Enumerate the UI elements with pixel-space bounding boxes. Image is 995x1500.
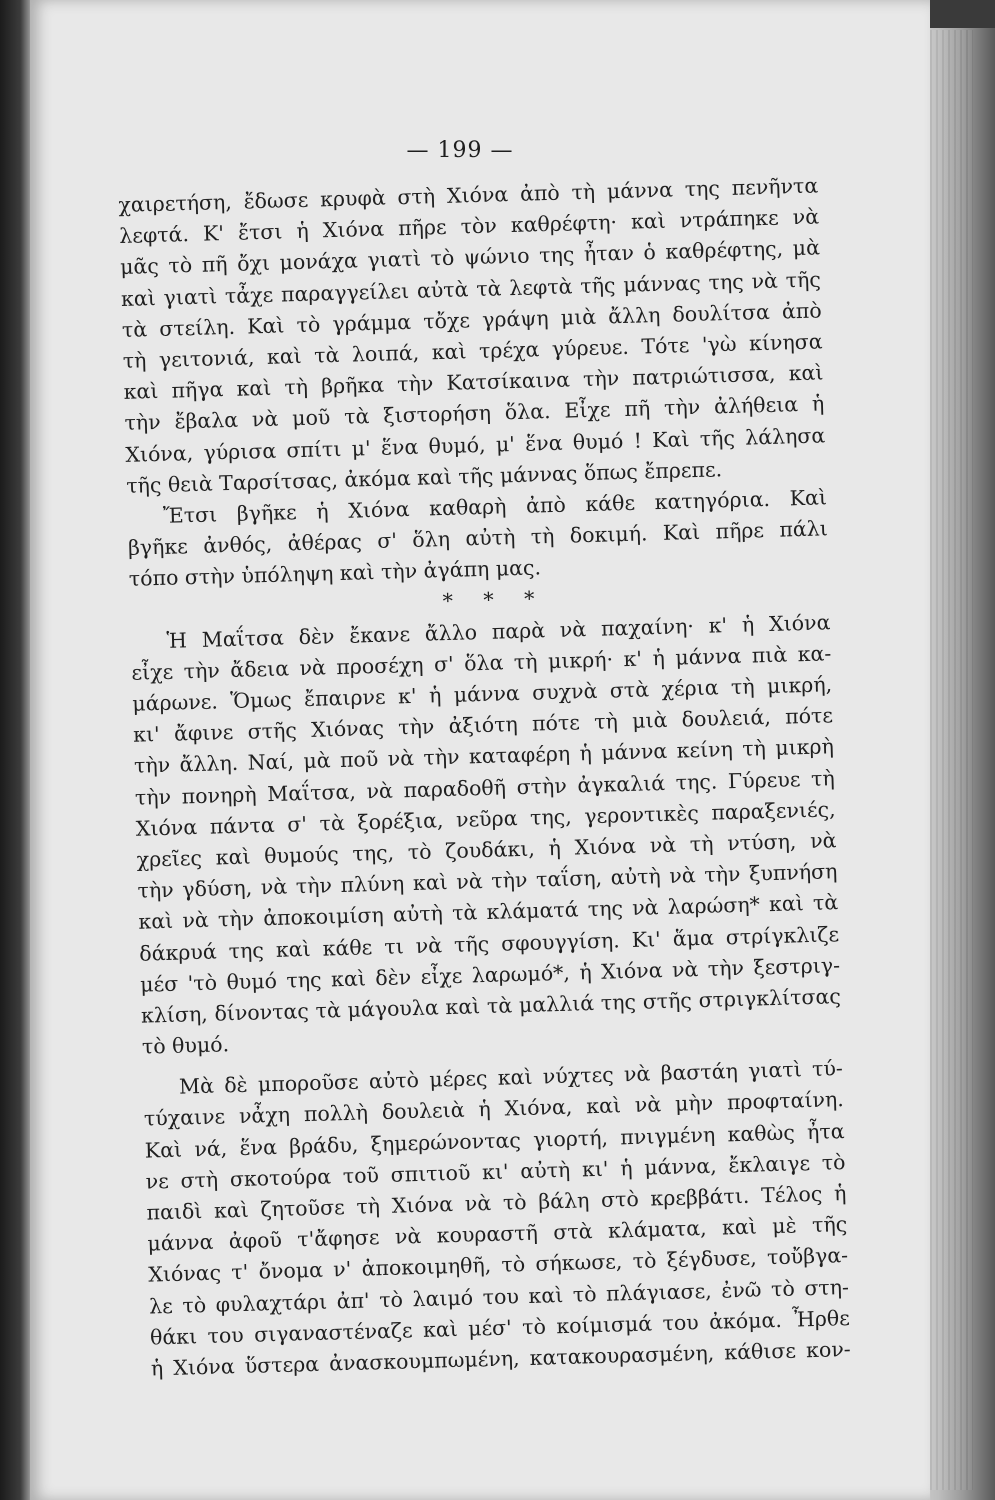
- text-line: Μὰ δὲ μποροῦσε αὐτὸ μέρες καὶ νύχτες νὰ βαστάη γιατὶ τύ-: [178, 1056, 844, 1099]
- paragraph: [143, 1053, 851, 1384]
- text-line: καὶ νὰ τὴν ἀποκοιμίση αὐτὴ τὰ κλάματά της νὰ λαρώση* καὶ τὰ: [138, 890, 839, 935]
- text-line: χρεῖες καὶ θυμούς της, τὸ ζουδάκι, ἡ Χιόνα νὰ τὴ ντύση, νὰ: [136, 828, 837, 872]
- text-line: μᾶς τὸ πῆ ὄχι μονάχα γιατὶ τὸ ψώνιο της ἦταν ὁ καθρέφτης, μὰ: [119, 235, 821, 280]
- text-line: κλίση, δίνοντας τὰ μάγουλα καὶ τὰ μαλλιά της στῆς στριγκλίτσας: [140, 984, 842, 1028]
- text-line: Χιόνα πάντα σ' τὰ ξορέξια, νεῦρα της, γεροντικὲς παραξενιές,: [135, 796, 836, 841]
- text-line: θάκι του σιγαναστέναζε καὶ μέσ' τὸ κοίμισμά του ἀκόμα. Ἦρθε: [149, 1305, 851, 1350]
- text-line: ἡ Χιόνα ὕστερα ἀνασκουμπωμένη, κατακουρασμένη, κάθισε κον-: [150, 1336, 851, 1381]
- text-line: τὴ γειτονιά, καὶ τὰ λοιπά, καὶ τρέχα γύρευε. Τότε 'γὼ κίνησα: [122, 329, 823, 373]
- text-line: νε στὴ σκοτούρα τοῦ σπιτιοῦ κι' αὐτὴ κι' ἡ μάννα, ἔκλαιγε τὸ: [145, 1149, 846, 1194]
- text-line: Χιόνα, γύρισα σπίτι μ' ἕνα θυμό, μ' ἕνα θυμό ! Καὶ τῆς λάλησα: [125, 422, 826, 467]
- text-line: καὶ γιατὶ τἆχε παραγγείλει αὐτὰ τὰ λεφτὰ τῆς μάννας της νὰ τῆς: [120, 266, 822, 311]
- text-line: τὴν πονηρὴ Μαΐτσα, νὰ παραδοθῆ στὴν ἀγκαλιά της. Γύρευε τὴ: [134, 765, 836, 810]
- text-line: χαιρετήση, ἔδωσε κρυφὰ στὴ Χιόνα ἀπὸ τὴ μάννα της πενῆντα: [118, 173, 819, 217]
- book-page: [30, 0, 930, 1500]
- text-line: μάννα ἀφοῦ τ'ἄφησε νὰ κουραστῆ στὰ κλάματα, καὶ μὲ τῆς: [147, 1212, 848, 1256]
- book-spine-shadow: [0, 0, 34, 1500]
- paragraph: [118, 170, 826, 501]
- text-line: λε τὸ φυλαχτάρι ἀπ' τὸ λαιμό του καὶ τὸ πλάγιασε, ἐνῶ τὸ στη-: [148, 1274, 850, 1319]
- text-line: τὴν γδύση, νὰ τὴν πλύνη καὶ νὰ τὴν ταΐση, αὐτὴ νὰ τὴν ξυπνήση: [137, 859, 838, 903]
- text-line: παιδὶ καὶ ζητοῦσε τὴ Χιόνα νὰ τὸ βάλη στὸ κρεββάτι. Τέλος ἡ: [146, 1181, 847, 1225]
- text-line: λεφτά. Κ' ἔτσι ἡ Χιόνα πῆρε τὸν καθρέφτη· καὶ ντράπηκε νὰ: [118, 204, 820, 249]
- text-line: τὴν ἄλλη. Ναί, μὰ ποῦ νὰ τὴν καταφέρη ἡ μάννα κείνη τὴ μικρὴ: [133, 734, 835, 779]
- text-line: τὴν ἔβαλα νὰ μοῦ τὰ ξιστορήση ὅλα. Εἶχε πῆ τὴν ἀλήθεια ἡ: [124, 391, 825, 436]
- text-line: μάρωνε. Ὅμως ἔπαιρνε κ' ἡ μάννα συχνὰ στὰ χέρια τὴ μικρή,: [132, 672, 833, 716]
- text-line: τόπο στὴν ὑπόληψη καὶ τὴν ἀγάπη μας.: [128, 555, 542, 592]
- text-line: βγῆκε ἀνθός, ἀθέρας σ' ὅλη αὐτὴ τὴ δοκιμή. Καὶ πῆρε πάλι: [127, 516, 829, 560]
- text-line: τὰ στείλη. Καὶ τὸ γράμμα τὄχε γράψη μιὰ ἄλλη δουλίτσα ἀπὸ: [121, 298, 822, 342]
- text-line: τύχαινε νἆχη πολλὴ δουλειὰ ἡ Χιόνα, καὶ νὰ μὴν προφταίνη.: [143, 1087, 845, 1132]
- text-line: εἶχε τὴν ἄδεια νὰ προσέχη σ' ὅλα τὴ μικρή· κ' ἡ μάννα πιὰ κα-: [131, 641, 832, 685]
- page-number: — 199 —: [406, 138, 514, 163]
- text-line: κι' ἄφινε στῆς Χιόνας τὴν ἀξιότη πότε τὴ μιὰ δουλειά, πότε: [132, 703, 834, 747]
- text-line: μέσ 'τὸ θυμό της καὶ δὲν εἶχε λαρωμό*, ἡ Χιόνα νὰ τὴν ξεστριγ-: [139, 952, 841, 997]
- paragraph: [130, 607, 842, 1063]
- text-line: Καὶ νά, ἕνα βράδυ, ξημερώνοντας γιορτή, πνιγμένη καθὼς ἦτα: [144, 1118, 845, 1163]
- text-line: Ἡ Μαΐτσα δὲν ἔκανε ἄλλο παρὰ νὰ παχαίνη· κ' ἡ Χιόνα: [166, 609, 831, 653]
- text-line: τὸ θυμό.: [141, 1032, 230, 1059]
- section-break: * * *: [442, 586, 547, 614]
- text-line: δάκρυά της καὶ κάθε τι νὰ τῆς σφουγγίση. Κι' ἅμα στρίγκλιζε: [138, 921, 840, 966]
- text-line: τῆς θειὰ Ταρσίτσας, ἀκόμα καὶ τῆς μάννας ὅπως ἔπρεπε.: [125, 456, 723, 498]
- text-line: Χιόνας τ' ὄνομα ν' ἀποκοιμηθῆ, τὸ σήκωσε, τὸ ξέγδυσε, τοὔβγα-: [147, 1243, 849, 1287]
- text-line: καὶ πῆγα καὶ τὴ βρῆκα τὴν Κατσίκαινα τὴν πατριώτισσα, καὶ: [123, 360, 824, 405]
- body-text: [118, 170, 851, 1384]
- text-line: Ἔτσι βγῆκε ἡ Χιόνα καθαρὴ ἀπὸ κάθε κατηγόρια. Καὶ: [162, 485, 828, 528]
